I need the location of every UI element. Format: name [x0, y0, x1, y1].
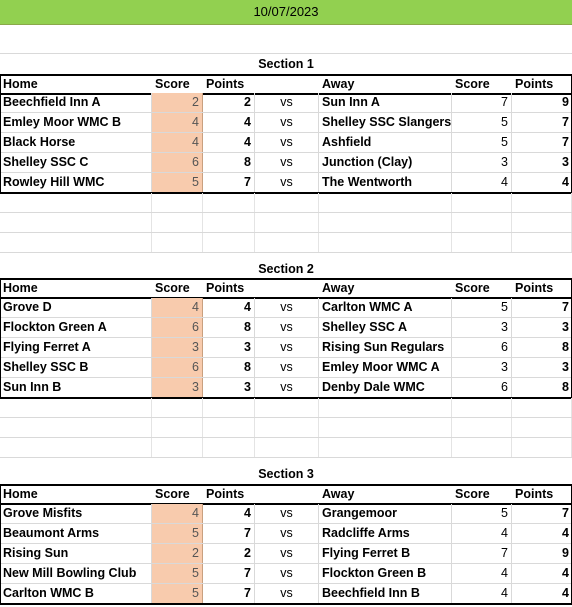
away-score-cell[interactable]: 6 — [452, 338, 512, 357]
home-points-cell[interactable]: 7 — [203, 584, 255, 603]
table-header-row — [0, 74, 572, 95]
section-title: Section 2 — [258, 262, 314, 276]
header-away-score: Score — [455, 77, 490, 91]
empty-cell[interactable] — [319, 438, 452, 457]
away-score-cell[interactable]: 4 — [452, 564, 512, 583]
away-score-cell[interactable]: 4 — [452, 524, 512, 543]
header-score: Score — [155, 487, 190, 501]
home-score-cell[interactable]: 4 — [152, 113, 203, 132]
away-points-cell[interactable]: 9 — [562, 95, 569, 109]
vs-cell[interactable]: vs — [255, 544, 319, 563]
away-score-cell[interactable]: 7 — [452, 544, 512, 563]
away-team-cell[interactable]: Rising Sun Regulars — [319, 338, 452, 357]
away-points-cell[interactable]: 7 — [562, 506, 569, 520]
away-points-cell[interactable]: 4 — [562, 586, 569, 600]
empty-cell[interactable] — [255, 193, 319, 212]
date-banner[interactable] — [0, 0, 572, 25]
away-score-cell[interactable]: 4 — [452, 173, 512, 192]
match-row[interactable] — [0, 173, 572, 193]
header-score: Score — [155, 77, 190, 91]
empty-cell[interactable] — [203, 438, 255, 457]
empty-cell[interactable] — [319, 193, 452, 212]
empty-cell[interactable] — [152, 213, 203, 232]
header-away: Away — [322, 281, 355, 295]
away-score-cell[interactable]: 6 — [452, 378, 512, 397]
home-team-cell[interactable]: Shelley SSC C — [0, 153, 152, 172]
empty-row — [0, 438, 572, 458]
home-points-cell[interactable]: 8 — [203, 358, 255, 377]
match-row[interactable] — [0, 153, 572, 173]
away-score-cell[interactable]: 7 — [452, 93, 512, 112]
header-vs — [255, 76, 319, 93]
empty-cell[interactable] — [452, 233, 512, 252]
empty-cell[interactable] — [152, 193, 203, 212]
empty-cell[interactable] — [0, 438, 152, 457]
home-points-cell[interactable]: 4 — [203, 298, 255, 317]
empty-cell[interactable] — [0, 398, 152, 417]
header-vs — [255, 486, 319, 503]
empty-cell[interactable] — [255, 233, 319, 252]
empty-cell[interactable] — [255, 418, 319, 437]
away-score-cell[interactable]: 5 — [452, 113, 512, 132]
empty-row — [0, 193, 572, 213]
away-team-cell[interactable]: Denby Dale WMC — [319, 378, 452, 397]
empty-cell[interactable] — [203, 233, 255, 252]
section-title: Section 3 — [258, 467, 314, 481]
home-points-cell[interactable]: 3 — [203, 378, 255, 397]
away-points-cell[interactable]: 9 — [562, 546, 569, 560]
match-row[interactable] — [0, 338, 572, 358]
empty-cell[interactable] — [452, 193, 512, 212]
home-score-cell[interactable]: 4 — [152, 504, 203, 523]
home-points-cell[interactable]: 4 — [203, 504, 255, 523]
home-score-cell[interactable]: 3 — [152, 338, 203, 357]
home-points-cell[interactable]: 2 — [203, 93, 255, 112]
away-points-cell[interactable]: 3 — [562, 155, 569, 169]
vs-cell[interactable]: vs — [255, 524, 319, 543]
home-points-cell[interactable]: 2 — [203, 544, 255, 563]
vs-cell[interactable]: vs — [255, 584, 319, 603]
empty-cell[interactable] — [203, 213, 255, 232]
away-points-cell[interactable]: 8 — [562, 380, 569, 394]
header-home: Home — [3, 77, 38, 91]
away-points-cell[interactable]: 7 — [562, 115, 569, 129]
empty-cell[interactable] — [0, 193, 152, 212]
empty-cell[interactable] — [512, 193, 572, 212]
home-team-cell[interactable]: Flockton Green A — [0, 318, 152, 337]
vs-cell[interactable]: vs — [255, 133, 319, 152]
away-score-cell[interactable]: 5 — [452, 298, 512, 317]
empty-cell[interactable] — [255, 438, 319, 457]
empty-cell[interactable] — [452, 398, 512, 417]
home-points-cell[interactable]: 3 — [203, 338, 255, 357]
vs-cell[interactable]: vs — [255, 564, 319, 583]
header-home: Home — [3, 281, 38, 295]
empty-cell[interactable] — [152, 233, 203, 252]
away-team-cell[interactable]: Flying Ferret B — [319, 544, 452, 563]
match-row[interactable] — [0, 504, 572, 524]
home-team-cell[interactable]: Rising Sun — [0, 544, 152, 563]
away-points-cell[interactable]: 3 — [562, 320, 569, 334]
match-row[interactable] — [0, 93, 572, 113]
vs-cell[interactable]: vs — [255, 378, 319, 397]
home-team-cell[interactable]: Rowley Hill WMC — [0, 173, 152, 192]
home-points-cell[interactable]: 7 — [203, 173, 255, 192]
empty-cell[interactable] — [203, 193, 255, 212]
empty-cell[interactable] — [0, 213, 152, 232]
home-score-cell[interactable]: 2 — [152, 544, 203, 563]
header-vs — [255, 280, 319, 297]
header-away-points: Points — [515, 487, 554, 501]
away-team-cell[interactable]: Emley Moor WMC A — [319, 358, 452, 377]
away-points-cell[interactable]: 7 — [562, 300, 569, 314]
vs-cell[interactable]: vs — [255, 113, 319, 132]
empty-cell[interactable] — [319, 418, 452, 437]
header-away-score: Score — [455, 281, 490, 295]
header-home: Home — [3, 487, 38, 501]
empty-cell[interactable] — [203, 398, 255, 417]
home-team-cell[interactable]: Grove D — [0, 298, 152, 317]
match-row[interactable] — [0, 564, 572, 584]
home-team-cell[interactable]: Grove Misfits — [0, 504, 152, 523]
away-team-cell[interactable]: Ashfield — [319, 133, 452, 152]
empty-cell[interactable] — [0, 418, 152, 437]
home-team-cell[interactable]: New Mill Bowling Club — [0, 564, 152, 583]
match-row[interactable] — [0, 584, 572, 604]
away-team-cell[interactable]: Junction (Clay) — [319, 153, 452, 172]
empty-cell[interactable] — [255, 213, 319, 232]
empty-row — [0, 24, 572, 54]
away-points-cell[interactable]: 4 — [562, 566, 569, 580]
away-team-cell[interactable]: Sun Inn A — [319, 93, 452, 112]
home-points-cell[interactable]: 7 — [203, 564, 255, 583]
vs-cell[interactable]: vs — [255, 504, 319, 523]
away-team-cell[interactable]: Grangemoor — [319, 504, 452, 523]
home-score-cell[interactable]: 5 — [152, 584, 203, 603]
away-score-cell[interactable]: 3 — [452, 153, 512, 172]
empty-cell[interactable] — [319, 213, 452, 232]
vs-cell[interactable]: vs — [255, 153, 319, 172]
home-team-cell[interactable]: Black Horse — [0, 133, 152, 152]
home-points-cell[interactable]: 4 — [203, 113, 255, 132]
vs-cell[interactable]: vs — [255, 358, 319, 377]
empty-row — [0, 418, 572, 438]
home-score-cell[interactable]: 6 — [152, 358, 203, 377]
vs-cell[interactable]: vs — [255, 318, 319, 337]
header-away-points: Points — [515, 77, 554, 91]
empty-cell[interactable] — [452, 418, 512, 437]
header-points: Points — [206, 77, 245, 91]
away-points-cell[interactable]: 3 — [562, 360, 569, 374]
home-points-cell[interactable]: 8 — [203, 153, 255, 172]
empty-cell[interactable] — [0, 233, 152, 252]
home-score-cell[interactable]: 5 — [152, 524, 203, 543]
away-team-cell[interactable]: Shelley SSC A — [319, 318, 452, 337]
empty-cell[interactable] — [203, 418, 255, 437]
empty-cell[interactable] — [512, 233, 572, 252]
away-team-cell[interactable]: Carlton WMC A — [319, 298, 452, 317]
vs-cell[interactable]: vs — [255, 173, 319, 192]
home-score-cell[interactable]: 4 — [152, 133, 203, 152]
empty-row — [0, 398, 572, 418]
away-score-cell[interactable]: 4 — [452, 584, 512, 603]
header-points: Points — [206, 281, 245, 295]
home-score-cell[interactable]: 6 — [152, 153, 203, 172]
date-text: 10/07/2023 — [253, 4, 319, 19]
home-score-cell[interactable]: 3 — [152, 378, 203, 397]
away-points-cell[interactable]: 4 — [562, 175, 569, 189]
empty-cell[interactable] — [152, 438, 203, 457]
home-score-cell[interactable]: 5 — [152, 173, 203, 192]
home-team-cell[interactable]: Emley Moor WMC B — [0, 113, 152, 132]
match-row[interactable] — [0, 298, 572, 318]
table-header-row — [0, 278, 572, 299]
header-away-score: Score — [455, 487, 490, 501]
vs-cell[interactable]: vs — [255, 93, 319, 112]
empty-cell[interactable] — [255, 398, 319, 417]
home-team-cell[interactable]: Shelley SSC B — [0, 358, 152, 377]
home-team-cell[interactable]: Beaumont Arms — [0, 524, 152, 543]
away-score-cell[interactable]: 3 — [452, 358, 512, 377]
match-row[interactable] — [0, 358, 572, 378]
header-away: Away — [322, 487, 355, 501]
home-points-cell[interactable]: 8 — [203, 318, 255, 337]
empty-row — [0, 233, 572, 253]
home-score-cell[interactable]: 2 — [152, 93, 203, 112]
away-team-cell[interactable]: The Wentworth — [319, 173, 452, 192]
home-team-cell[interactable]: Flying Ferret A — [0, 338, 152, 357]
away-points-cell[interactable]: 7 — [562, 135, 569, 149]
empty-cell[interactable] — [319, 398, 452, 417]
away-team-cell[interactable]: Flockton Green B — [319, 564, 452, 583]
empty-cell[interactable] — [152, 418, 203, 437]
empty-cell[interactable] — [452, 213, 512, 232]
home-team-cell[interactable]: Beechfield Inn A — [0, 93, 152, 112]
empty-cell[interactable] — [512, 213, 572, 232]
header-away-points: Points — [515, 281, 554, 295]
away-points-cell[interactable]: 4 — [562, 526, 569, 540]
empty-cell[interactable] — [512, 398, 572, 417]
empty-row — [0, 213, 572, 233]
header-away: Away — [322, 77, 355, 91]
header-score: Score — [155, 281, 190, 295]
empty-cell[interactable] — [512, 418, 572, 437]
header-points: Points — [206, 487, 245, 501]
away-team-cell[interactable]: Radcliffe Arms — [319, 524, 452, 543]
home-team-cell[interactable]: Sun Inn B — [0, 378, 152, 397]
away-score-cell[interactable]: 3 — [452, 318, 512, 337]
home-score-cell[interactable]: 5 — [152, 564, 203, 583]
home-team-cell[interactable]: Carlton WMC B — [0, 584, 152, 603]
away-score-cell[interactable]: 5 — [452, 133, 512, 152]
table-header-row — [0, 484, 572, 505]
vs-cell[interactable]: vs — [255, 298, 319, 317]
match-row[interactable] — [0, 318, 572, 338]
match-row[interactable] — [0, 524, 572, 544]
home-points-cell[interactable]: 7 — [203, 524, 255, 543]
empty-cell[interactable] — [319, 233, 452, 252]
empty-cell[interactable] — [152, 398, 203, 417]
empty-cell[interactable] — [452, 438, 512, 457]
home-score-cell[interactable]: 6 — [152, 318, 203, 337]
away-score-cell[interactable]: 5 — [452, 504, 512, 523]
section-title: Section 1 — [258, 57, 314, 71]
vs-cell[interactable]: vs — [255, 338, 319, 357]
home-score-cell[interactable]: 4 — [152, 298, 203, 317]
away-points-cell[interactable]: 8 — [562, 340, 569, 354]
match-row[interactable] — [0, 378, 572, 398]
away-team-cell[interactable]: Shelley SSC Slangers — [319, 113, 452, 132]
away-team-cell[interactable]: Beechfield Inn B — [319, 584, 452, 603]
home-points-cell[interactable]: 4 — [203, 133, 255, 152]
match-row[interactable] — [0, 544, 572, 564]
match-row[interactable] — [0, 113, 572, 133]
match-row[interactable] — [0, 133, 572, 153]
empty-cell[interactable] — [512, 438, 572, 457]
